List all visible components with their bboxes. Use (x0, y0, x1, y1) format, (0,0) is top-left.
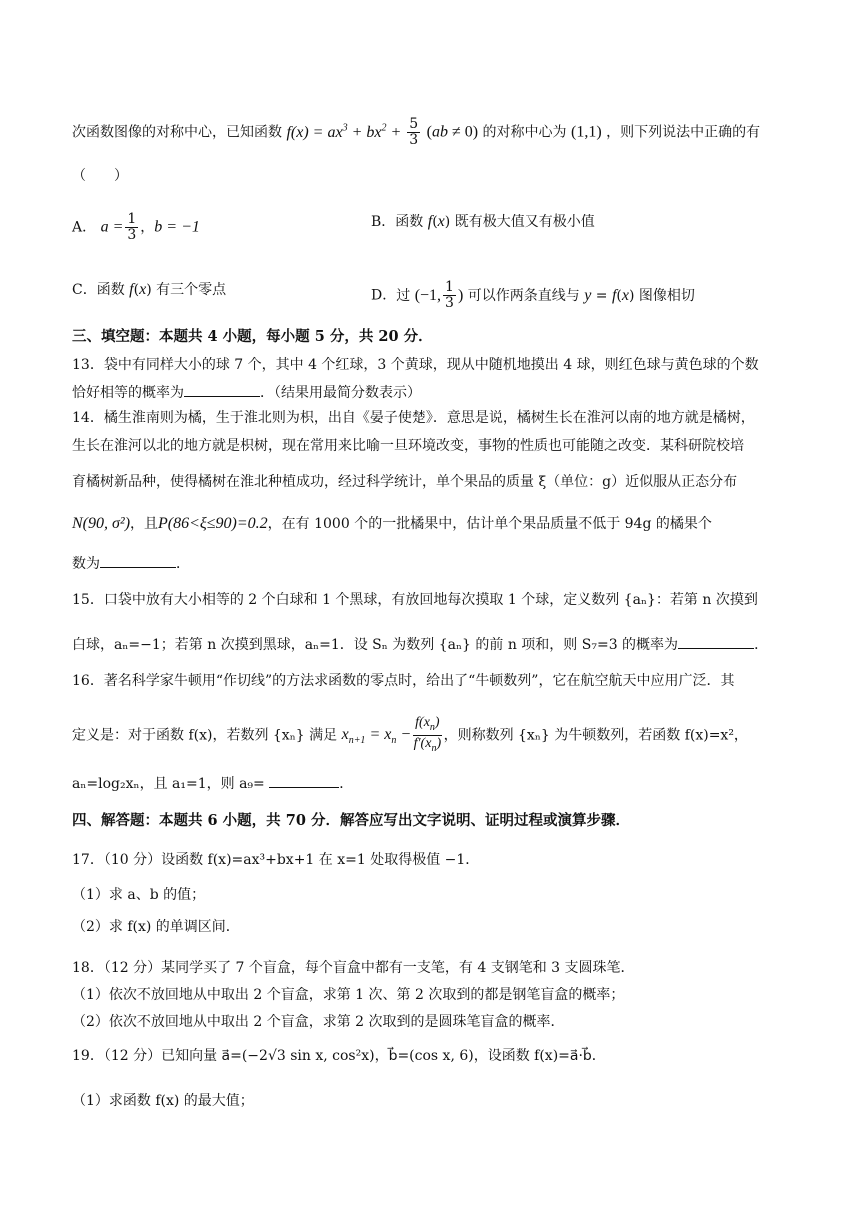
q14-line4 (72, 514, 800, 534)
q16-line3-b: ． (339, 776, 354, 792)
q12-intro-text: 次函数图像的对称中心，已知函数 (72, 124, 282, 141)
q13-answer-blank (184, 382, 260, 397)
q14-answer-blank (100, 553, 176, 568)
q12-fraction-5-3: $\frac{5}{3}$ (409, 116, 419, 148)
q12-option-a-formula: a = (100, 218, 124, 236)
q16-line2-b: ，则称数列 {xₙ} 为牛顿数列，若函数 f(x)=x²， (443, 727, 748, 744)
q18-line2: （1）依次不放回地从中取出 2 个盲盒，求第 1 次、第 2 次取到的都是钢笔盲盒的概率； (72, 987, 625, 1003)
q17-line3: （2）求 f(x) 的单调区间． (72, 919, 240, 935)
q13-line1: 13．袋中有同样大小的球 7 个，其中 4 个红球，3 个黄球，现从中随机地摸出 4 球，则红色球与黄色球的个数 (72, 357, 759, 373)
q16-newton-fraction: $\frac{f(x_n)}{f'(x_n)}$ (413, 715, 442, 754)
q14-prob: P(86<ξ≤90)=0.2 (158, 515, 268, 532)
q12-option-d (371, 280, 800, 311)
q12-option-a-sep: ， (140, 219, 155, 236)
q12-option-a-label: A． (72, 219, 97, 236)
q15-line1: 15．口袋中放有大小相等的 2 个白球和 1 个黑球，有放回地每次摸取 1 个球，定义数列 {aₙ}：若第 n 次摸到 (72, 592, 758, 608)
q14-line4-d: ，在有 1000 个的一批橘果中，估计单个果品质量不低于 94g 的橘果个 (267, 516, 712, 532)
q12-option-a-b: b = −1 (154, 218, 200, 236)
section4-title: 四、解答题：本题共 6 小题，共 70 分．解答应写出文字说明、证明过程或演算步骤． (72, 812, 630, 829)
q12-option-d-label: D． (371, 287, 397, 304)
q12-paren: （ ） (72, 168, 128, 184)
q15-line2 (72, 634, 800, 655)
q14-line2: 生长在淮河以北的地方就是枳树，现在常用来比喻一旦环境改变，事物的性质也可能随之改变．某科研院校培 (72, 438, 744, 454)
q16-line2-a: 定义是：对于函数 f(x)，若数列 {xₙ} 满足 (72, 727, 338, 744)
q14-normal-dist: N(90, σ²) (72, 515, 131, 532)
q14-line3: 育橘树新品种，使得橘树在淮北种植成功，经过科学统计，单个果品的质量 ξ（单位：g）近似服从正态分布 (72, 474, 738, 490)
q12-option-a-fraction: $\frac{1}{3}$ (127, 211, 137, 243)
q12-intro-text-c: ，则下列说法中正确的有 (606, 124, 761, 141)
q15-line2-a: 白球，aₙ=−1；若第 n 次摸到黑球，aₙ=1．设 Sₙ 为数列 {aₙ} 的前 n 项和，则 S₇=3 的概率为 (72, 637, 679, 653)
q16-answer-blank (269, 773, 339, 788)
q18-line1: 18．（12 分）某同学买了 7 个盲盒，每个盲盒中都有一支笔，有 4 支钢笔和 3 支圆珠笔． (72, 960, 635, 976)
q18-line3: （2）依次不放回地从中取出 2 个盲盒，求第 2 次取到的是圆珠笔盲盒的概率． (72, 1014, 565, 1030)
q12-option-c-label: C． (72, 282, 97, 298)
q12-center: (1,1) (570, 123, 602, 141)
q13-line2-a: 恰好相等的概率为 (72, 385, 184, 401)
q14-line5-b: ． (176, 556, 190, 572)
q12-option-c-text: 函数 f(x) 有三个零点 (96, 281, 227, 298)
q16-line2 (72, 715, 800, 756)
q19-line2: （1）求函数 f(x) 的最大值； (72, 1093, 254, 1109)
q13-line2 (72, 382, 800, 403)
q14-line5 (72, 553, 800, 574)
q12-intro-line (72, 117, 800, 148)
q14-line4-b: ，且 (130, 516, 159, 532)
q12-function-formula: $f(x) = ax^3 + bx^2$ + (286, 122, 406, 141)
q12-option-b-label: B． (371, 214, 396, 230)
q12-option-b (371, 212, 800, 232)
q17-line1: 17．（10 分）设函数 f(x)=ax³+bx+1 在 x=1 处取得极值 −1． (72, 852, 480, 868)
q19-line1: 19．（12 分）已知向量 a⃗=(−2√3 sin x, cos²x)，b⃗=(cos x, 6)，设函数 f(x)=a⃗·b⃗． (72, 1048, 606, 1064)
q12-ab-condition: (ab ≠ 0) (426, 123, 479, 141)
q13-line2-b: ．（结果用最简分数表示） (260, 385, 421, 401)
q15-answer-blank (678, 634, 754, 649)
q16-line3-a: aₙ=log₂xₙ，且 a₁=1，则 a₉= (72, 776, 265, 792)
q17-line2: （1）求 a、b 的值； (72, 887, 206, 903)
q16-line1: 16．著名科学家牛顿用“作切线”的方法求函数的零点时，给出了“牛顿数列”，它在航空航天中应用广泛．其 (72, 673, 735, 689)
q15-line2-b: ． (754, 637, 769, 653)
q14-line1: 14．橘生淮南则为橘，生于淮北则为枳，出自《晏子使楚》．意思是说，橘树生长在淮河以南的地方就是橘树， (72, 410, 755, 426)
q12-option-b-text: 函数 f(x) 既有极大值又有极小值 (395, 213, 595, 230)
q16-line3 (72, 773, 800, 794)
q16-newton-lhs: $x_{n+1} = x_n$ − (341, 726, 412, 747)
q12-option-d-text: 过 (−1, $\frac{1}{3}$ ) 可以作两条直线与 y = f(x) 图像相切 (396, 279, 695, 311)
section3-title: 三、填空题：本题共 4 小题，每小题 5 分，共 20 分． (72, 328, 433, 345)
q14-line5-a: 数为 (72, 556, 100, 572)
q12-intro-text-b: 的对称中心为 (482, 124, 567, 141)
